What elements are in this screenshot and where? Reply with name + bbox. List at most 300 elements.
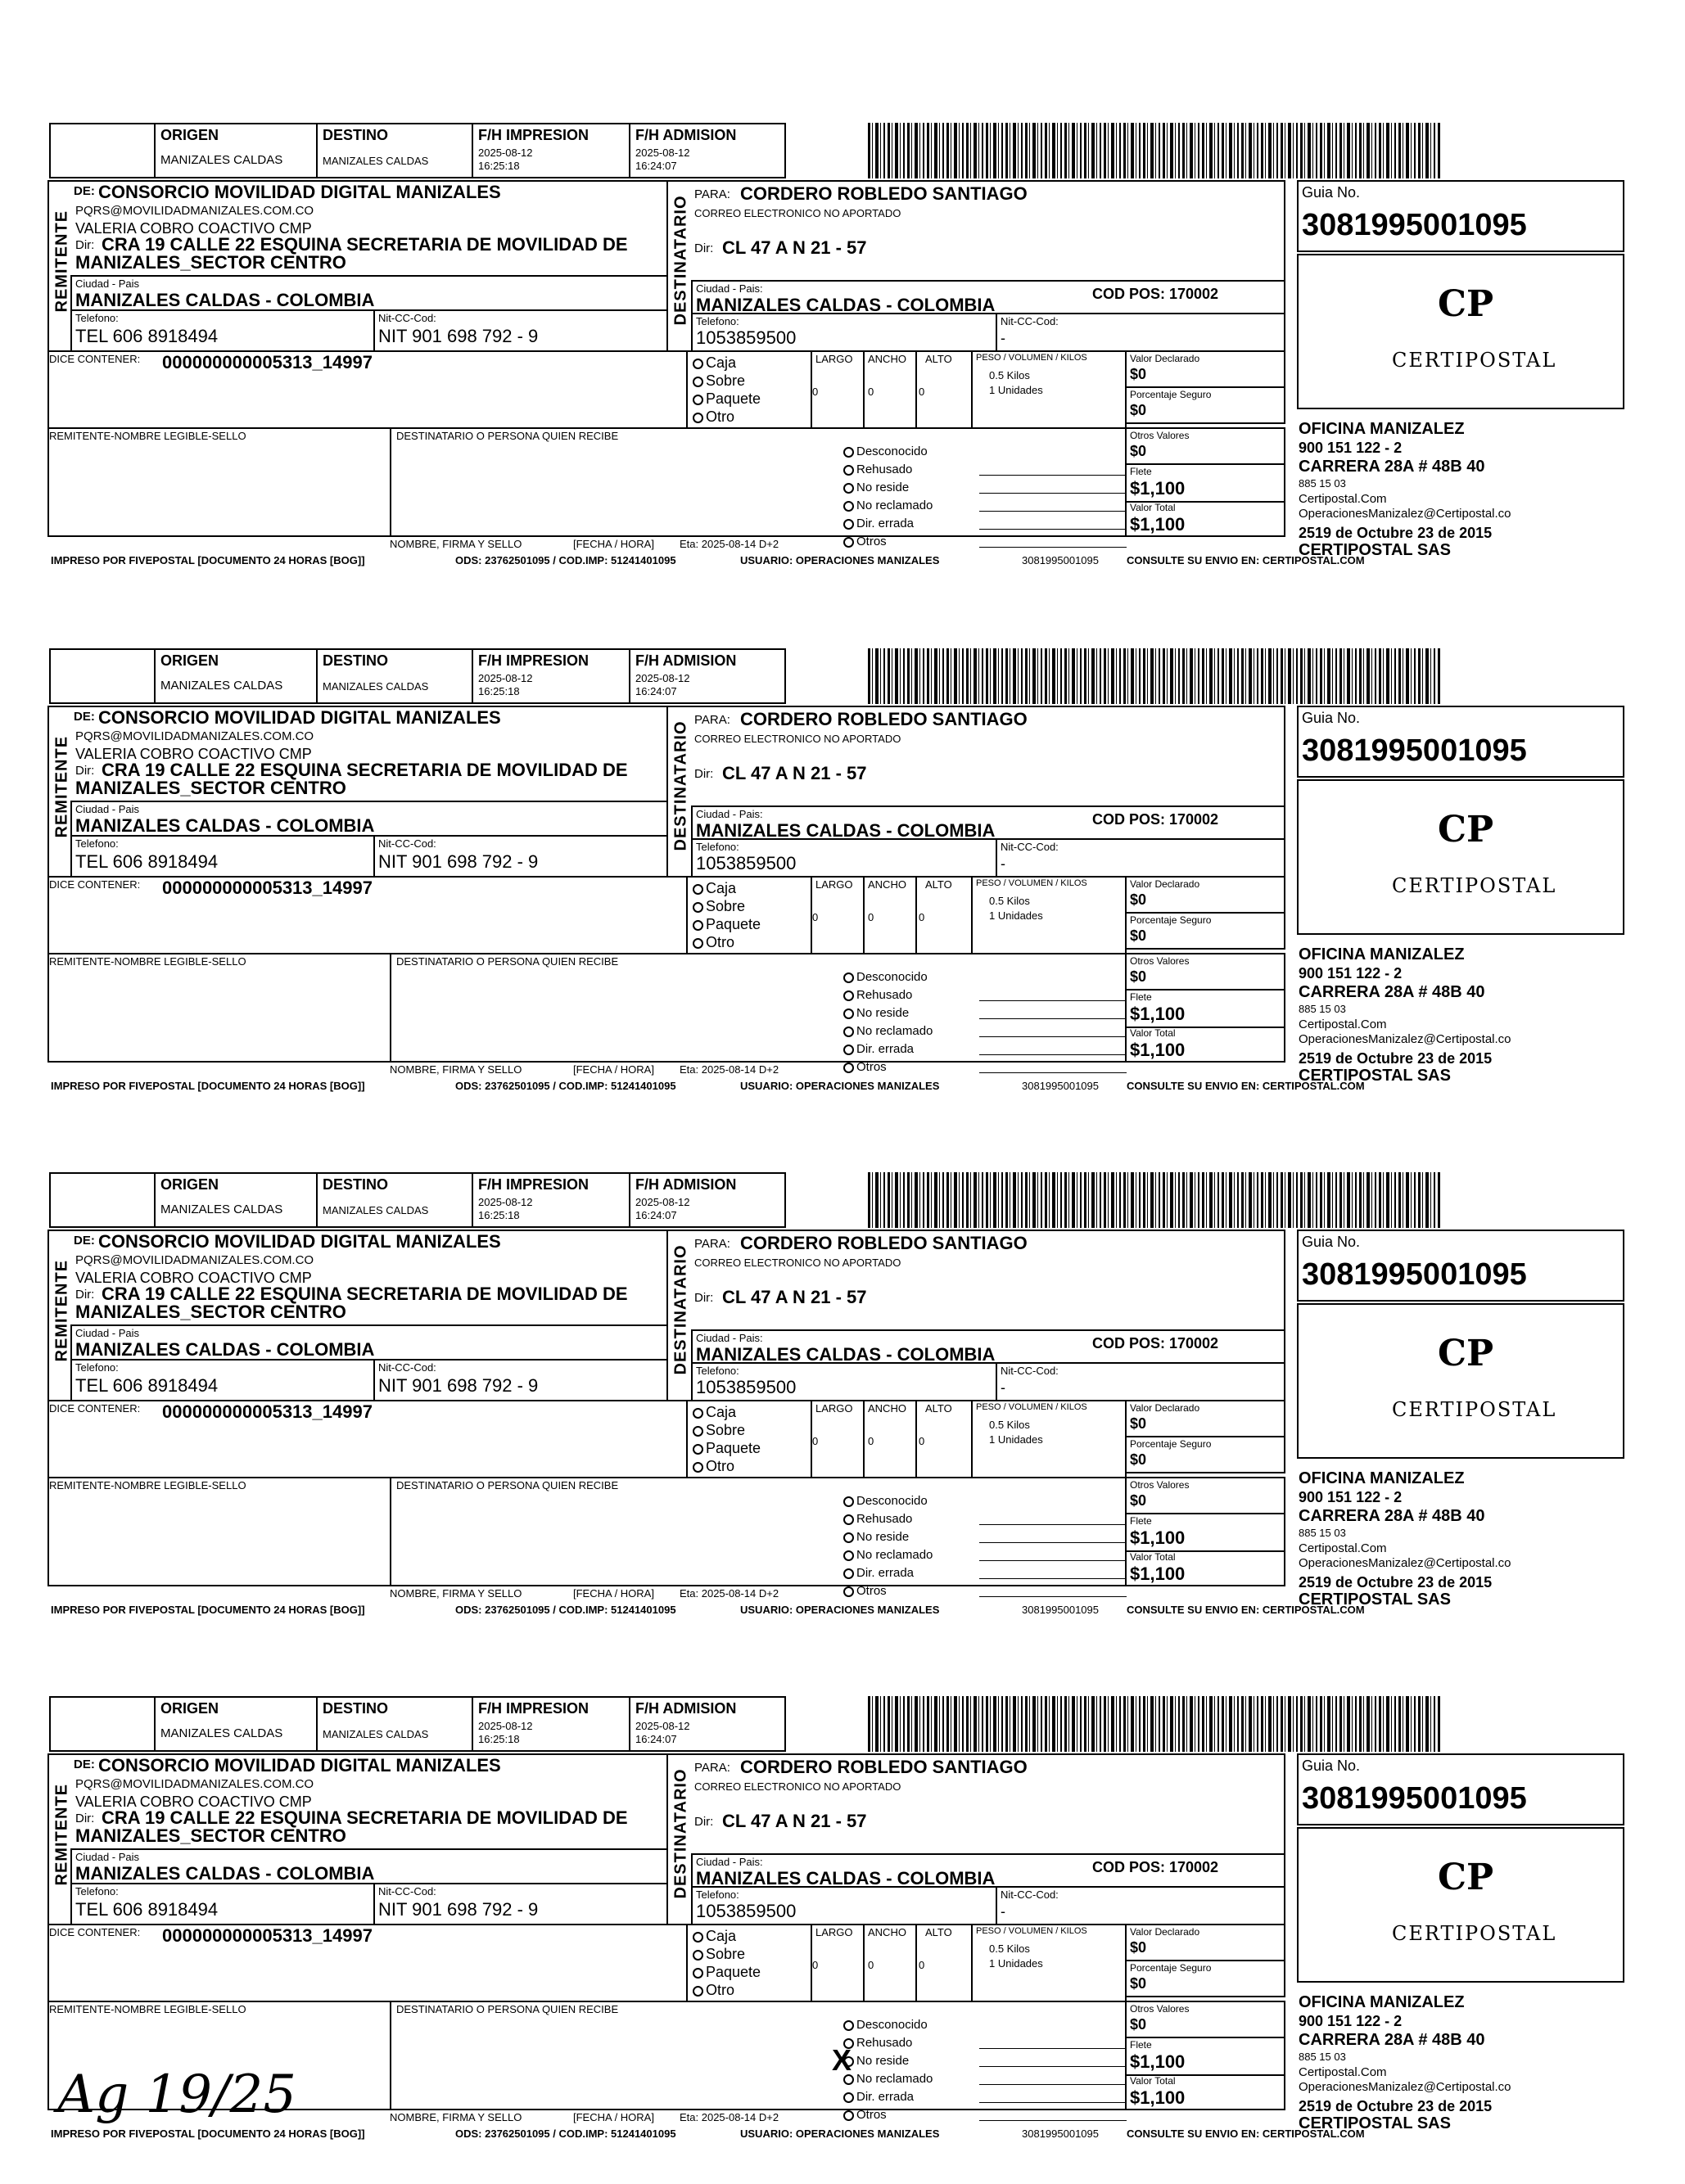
peso-label: PESO / VOLUMEN / KILOS bbox=[976, 878, 1087, 888]
sender-nit-label: Nit-CC-Cod: bbox=[378, 1361, 436, 1374]
status-desconocido[interactable] bbox=[843, 445, 928, 458]
impresion-date: 2025-08-12 bbox=[478, 1720, 533, 1732]
impresion-time: 16:25:18 bbox=[478, 1733, 520, 1745]
option-caja[interactable] bbox=[693, 1929, 736, 1943]
destinatario-recibe-box bbox=[390, 2001, 1127, 2110]
otros-radio[interactable] bbox=[843, 1063, 854, 1073]
remitente-sello-label: REMITENTE-NOMBRE LEGIBLE-SELLO bbox=[49, 1479, 246, 1491]
impresion-label: F/H IMPRESION bbox=[478, 1176, 590, 1193]
sender-name: CONSORCIO MOVILIDAD DIGITAL MANIZALES bbox=[98, 1755, 501, 1776]
sender-dir-label: Dir: bbox=[75, 238, 95, 252]
recipient-name: CORDERO ROBLEDO SANTIAGO bbox=[740, 1757, 1028, 1777]
status-rehusado-label: Rehusado bbox=[856, 988, 913, 1002]
logo-box bbox=[1297, 1827, 1624, 1983]
recipient-name: CORDERO ROBLEDO SANTIAGO bbox=[740, 1233, 1028, 1253]
impresion-date: 2025-08-12 bbox=[478, 1196, 533, 1208]
option-sobre-label: Sobre bbox=[706, 898, 746, 914]
flete-value: $1,100 bbox=[1130, 1004, 1186, 1024]
status-rehusado[interactable] bbox=[843, 2037, 912, 2049]
admision-time: 16:24:07 bbox=[635, 160, 677, 172]
status-dir-errada[interactable] bbox=[843, 2091, 914, 2103]
unidades-value: 1 Unidades bbox=[989, 1957, 1043, 1970]
sobre-radio[interactable] bbox=[693, 1950, 703, 1961]
porcentaje-value: $0 bbox=[1130, 1975, 1147, 1992]
logo-box bbox=[1297, 254, 1624, 409]
destino-value: MANIZALES CALDAS bbox=[323, 1728, 429, 1740]
status-no-reside[interactable] bbox=[843, 481, 909, 494]
office-address: CARRERA 28A # 48B 40 bbox=[1299, 983, 1485, 1001]
origen-label: ORIGEN bbox=[160, 1700, 219, 1717]
guia-label: Guia No. bbox=[1302, 1234, 1361, 1250]
status-no-reclamado-label: No reclamado bbox=[856, 2072, 933, 2086]
office-resolution: 2519 de Octubre 23 de 2015 bbox=[1299, 2098, 1493, 2114]
status-otros[interactable] bbox=[843, 1061, 887, 1073]
recipient-nit-label: Nit-CC-Cod: bbox=[1001, 1365, 1059, 1377]
option-otro-label: Otro bbox=[706, 1458, 735, 1474]
dir-errada-radio[interactable] bbox=[843, 1045, 854, 1055]
otros-radio[interactable] bbox=[843, 1586, 854, 1597]
certipostal-logo-text: CERTIPOSTAL bbox=[1392, 1922, 1557, 1945]
rehusado-line bbox=[979, 1000, 1127, 1001]
origen-label: ORIGEN bbox=[160, 127, 219, 143]
office-company: CERTIPOSTAL SAS bbox=[1299, 541, 1451, 559]
sobre-radio[interactable] bbox=[693, 902, 703, 913]
sender-email: PQRS@MOVILIDADMANIZALES.COM.CO bbox=[75, 1777, 314, 1791]
ancho-value: 0 bbox=[868, 1435, 874, 1447]
flete-label: Flete bbox=[1130, 991, 1152, 1003]
status-no-reside-label: No reside bbox=[856, 481, 910, 494]
office-phone: 885 15 03 bbox=[1299, 2051, 1346, 2063]
valor-declarado: $0 bbox=[1130, 366, 1147, 382]
ancho-label: ANCHO bbox=[868, 1926, 906, 1938]
largo-label: LARGO bbox=[815, 1402, 853, 1415]
option-caja[interactable] bbox=[693, 355, 736, 370]
sender-address-1: CRA 19 CALLE 22 ESQUINA SECRETARIA DE MOVILIDAD DE bbox=[102, 1284, 628, 1304]
recipient-city-label: Ciudad - Pais: bbox=[696, 1332, 763, 1344]
otros-radio[interactable] bbox=[843, 2110, 854, 2121]
status-dir-errada-label: Dir. errada bbox=[856, 517, 915, 530]
dir-errada-radio[interactable] bbox=[843, 519, 854, 530]
sender-city: MANIZALES CALDAS - COLOMBIA bbox=[75, 1339, 375, 1360]
status-desconocido[interactable] bbox=[843, 1495, 928, 1507]
impresion-label: F/H IMPRESION bbox=[478, 652, 590, 669]
status-no-reside[interactable] bbox=[843, 2055, 909, 2067]
sender-email: PQRS@MOVILIDADMANIZALES.COM.CO bbox=[75, 204, 314, 218]
otro-radio[interactable] bbox=[693, 1462, 703, 1473]
valor-declarado: $0 bbox=[1130, 1939, 1147, 1956]
recipient-phone-label: Telefono: bbox=[696, 1888, 739, 1901]
option-paquete[interactable] bbox=[693, 917, 761, 932]
option-sobre[interactable] bbox=[693, 373, 745, 388]
office-phone: 885 15 03 bbox=[1299, 477, 1346, 490]
admision-time: 16:24:07 bbox=[635, 1209, 677, 1221]
paquete-radio[interactable] bbox=[693, 1444, 703, 1455]
rehusado-radio[interactable] bbox=[843, 1514, 854, 1525]
recipient-city: MANIZALES CALDAS - COLOMBIA bbox=[696, 295, 996, 315]
status-rehusado[interactable] bbox=[843, 989, 912, 1001]
status-desconocido[interactable] bbox=[843, 971, 928, 983]
sender-city: MANIZALES CALDAS - COLOMBIA bbox=[75, 1863, 375, 1884]
sender-address-2: MANIZALES_SECTOR CENTRO bbox=[75, 1302, 346, 1322]
dice-contener-value: 000000000005313_14997 bbox=[162, 878, 373, 898]
no-reclamado-line bbox=[979, 1560, 1127, 1561]
otros-line bbox=[979, 2120, 1127, 2121]
rehusado-radio[interactable] bbox=[843, 465, 854, 476]
desconocido-radio[interactable] bbox=[843, 972, 854, 983]
footer-guia: 3081995001095 bbox=[1022, 2128, 1099, 2140]
peso-label: PESO / VOLUMEN / KILOS bbox=[976, 1926, 1087, 1936]
handwritten-signature: Ag 19/25 bbox=[57, 2064, 296, 2125]
caja-radio[interactable] bbox=[693, 1408, 703, 1419]
option-paquete[interactable] bbox=[693, 391, 761, 406]
footer-consulte: CONSULTE SU ENVIO EN: CERTIPOSTAL.COM bbox=[1127, 2128, 1365, 2140]
option-sobre[interactable] bbox=[693, 1423, 745, 1437]
cod-pos: COD POS: 170002 bbox=[1092, 1335, 1219, 1351]
no-reside-radio[interactable] bbox=[843, 483, 854, 494]
option-otro[interactable] bbox=[693, 935, 734, 950]
admision-date: 2025-08-12 bbox=[635, 672, 690, 684]
porcentaje-value: $0 bbox=[1130, 1451, 1147, 1468]
option-caja-label: Caja bbox=[706, 880, 737, 896]
valor-declarado-label: Valor Declarado bbox=[1130, 353, 1200, 364]
recipient-nit: - bbox=[1001, 330, 1005, 346]
logo-box bbox=[1297, 779, 1624, 935]
sender-phone: TEL 606 8918494 bbox=[75, 851, 219, 872]
recipient-email: CORREO ELECTRONICO NO APORTADO bbox=[694, 207, 901, 219]
flete-label: Flete bbox=[1130, 466, 1152, 477]
porcentaje-value: $0 bbox=[1130, 402, 1147, 418]
footer-guia: 3081995001095 bbox=[1022, 1604, 1099, 1616]
destinatario-recibe-box bbox=[390, 953, 1127, 1063]
office-phone: 885 15 03 bbox=[1299, 1003, 1346, 1015]
fecha-hora-label: [FECHA / HORA] bbox=[573, 2111, 654, 2123]
footer-usuario: USUARIO: OPERACIONES MANIZALES bbox=[740, 1604, 940, 1616]
option-caja-label: Caja bbox=[706, 1404, 737, 1420]
remitente-sello-label: REMITENTE-NOMBRE LEGIBLE-SELLO bbox=[49, 955, 246, 968]
dir-errada-line bbox=[979, 2102, 1127, 2103]
sobre-radio[interactable] bbox=[693, 1426, 703, 1437]
status-no-reclamado[interactable] bbox=[843, 499, 933, 512]
remitente-sello-box bbox=[47, 427, 391, 537]
office-company: CERTIPOSTAL SAS bbox=[1299, 1591, 1451, 1609]
valor-declarado: $0 bbox=[1130, 1415, 1147, 1432]
recipient-city: MANIZALES CALDAS - COLOMBIA bbox=[696, 1344, 996, 1365]
de-label: DE: bbox=[74, 1758, 95, 1771]
otros-valores: $0 bbox=[1130, 968, 1147, 985]
porcentaje-label: Porcentaje Seguro bbox=[1130, 1962, 1212, 1974]
recipient-name: CORDERO ROBLEDO SANTIAGO bbox=[740, 183, 1028, 204]
no-reclamado-radio[interactable] bbox=[843, 501, 854, 512]
sender-dir-label: Dir: bbox=[75, 764, 95, 778]
remitente-sello-box bbox=[47, 1477, 391, 1586]
unidades-value: 1 Unidades bbox=[989, 384, 1043, 396]
ancho-label: ANCHO bbox=[868, 878, 906, 891]
status-otros-label: Otros bbox=[856, 2108, 887, 2122]
dir-errada-line bbox=[979, 529, 1127, 530]
otros-valores: $0 bbox=[1130, 2016, 1147, 2033]
paquete-radio[interactable] bbox=[693, 920, 703, 931]
largo-value: 0 bbox=[812, 1435, 819, 1447]
otros-line bbox=[979, 547, 1127, 548]
status-dir-errada[interactable] bbox=[843, 1567, 914, 1579]
footer-ods: ODS: 23762501095 / COD.IMP: 51241401095 bbox=[455, 1080, 676, 1092]
firma-label: NOMBRE, FIRMA Y SELLO bbox=[390, 538, 522, 550]
destino-value: MANIZALES CALDAS bbox=[323, 155, 429, 167]
option-paquete[interactable] bbox=[693, 1965, 761, 1979]
no-reside-radio[interactable] bbox=[843, 1532, 854, 1543]
option-otro-label: Otro bbox=[706, 408, 735, 425]
status-no-reside[interactable] bbox=[843, 1007, 909, 1019]
sender-address-2: MANIZALES_SECTOR CENTRO bbox=[75, 252, 346, 273]
option-sobre[interactable] bbox=[693, 899, 745, 914]
option-otro-label: Otro bbox=[706, 1982, 735, 1998]
otro-radio[interactable] bbox=[693, 938, 703, 949]
barcode bbox=[868, 1696, 1441, 1752]
office-nit: 900 151 122 - 2 bbox=[1299, 1489, 1403, 1505]
certipostal-logo-icon: CP bbox=[1438, 283, 1494, 325]
office-email: OperacionesManizalez@Certipostal.co bbox=[1299, 2080, 1511, 2094]
office-name: OFICINA MANIZALEZ bbox=[1299, 1469, 1465, 1487]
sender-city-label: Ciudad - Pais bbox=[75, 1327, 140, 1339]
no-reside-radio[interactable] bbox=[843, 1009, 854, 1019]
impresion-label: F/H IMPRESION bbox=[478, 127, 590, 143]
office-address: CARRERA 28A # 48B 40 bbox=[1299, 458, 1485, 476]
para-label: PARA: bbox=[694, 1761, 730, 1775]
ancho-label: ANCHO bbox=[868, 1402, 906, 1415]
flete-value: $1,100 bbox=[1130, 478, 1186, 499]
option-paquete[interactable] bbox=[693, 1441, 761, 1455]
eta-text: Eta: 2025-08-14 D+2 bbox=[680, 2111, 779, 2123]
guia-label: Guia No. bbox=[1302, 710, 1361, 726]
recipient-city-label: Ciudad - Pais: bbox=[696, 1856, 763, 1868]
sender-nit: NIT 901 698 792 - 9 bbox=[378, 326, 539, 346]
office-email: OperacionesManizalez@Certipostal.co bbox=[1299, 1032, 1511, 1046]
destino-value: MANIZALES CALDAS bbox=[323, 1204, 429, 1216]
recipient-nit-label: Nit-CC-Cod: bbox=[1001, 1888, 1059, 1901]
otro-radio[interactable] bbox=[693, 413, 703, 423]
paquete-radio[interactable] bbox=[693, 395, 703, 405]
recipient-phone: 1053859500 bbox=[696, 853, 797, 873]
desconocido-radio[interactable] bbox=[843, 447, 854, 458]
status-rehusado-label: Rehusado bbox=[856, 2036, 913, 2050]
status-desconocido[interactable] bbox=[843, 2019, 928, 2031]
option-sobre-label: Sobre bbox=[706, 372, 746, 389]
impresion-date: 2025-08-12 bbox=[478, 672, 533, 684]
guia-label: Guia No. bbox=[1302, 184, 1361, 201]
status-no-reclamado-label: No reclamado bbox=[856, 499, 933, 512]
desconocido-radio[interactable] bbox=[843, 2020, 854, 2031]
option-caja[interactable] bbox=[693, 881, 736, 896]
recipient-city: MANIZALES CALDAS - COLOMBIA bbox=[696, 820, 996, 841]
recipient-nit-label: Nit-CC-Cod: bbox=[1001, 841, 1059, 853]
destinatario-recibe-box bbox=[390, 427, 1127, 537]
recipient-email: CORREO ELECTRONICO NO APORTADO bbox=[694, 1257, 901, 1269]
sender-phone-label: Telefono: bbox=[75, 1361, 119, 1374]
recipient-phone: 1053859500 bbox=[696, 1901, 797, 1921]
guia-number: 3081995001095 bbox=[1302, 1257, 1527, 1292]
status-no-reclamado-label: No reclamado bbox=[856, 1548, 933, 1562]
sender-nit-label: Nit-CC-Cod: bbox=[378, 837, 436, 850]
option-sobre[interactable] bbox=[693, 1947, 745, 1961]
footer-impreso: IMPRESO POR FIVEPOSTAL [DOCUMENTO 24 HORAS [BOG]] bbox=[51, 2128, 365, 2140]
sender-nit-label: Nit-CC-Cod: bbox=[378, 1885, 436, 1897]
footer-consulte: CONSULTE SU ENVIO EN: CERTIPOSTAL.COM bbox=[1127, 554, 1365, 566]
origen-value: MANIZALES CALDAS bbox=[160, 153, 283, 167]
option-sobre-label: Sobre bbox=[706, 1946, 746, 1962]
status-dir-errada[interactable] bbox=[843, 517, 914, 530]
fecha-hora-label: [FECHA / HORA] bbox=[573, 538, 654, 550]
eta-text: Eta: 2025-08-14 D+2 bbox=[680, 1587, 779, 1600]
valor-total-label: Valor Total bbox=[1130, 1027, 1176, 1039]
status-no-reside-label: No reside bbox=[856, 1006, 910, 1020]
sender-name: CONSORCIO MOVILIDAD DIGITAL MANIZALES bbox=[98, 1231, 501, 1252]
recipient-address: CL 47 A N 21 - 57 bbox=[722, 237, 867, 258]
status-rehusado[interactable] bbox=[843, 463, 912, 476]
office-email: OperacionesManizalez@Certipostal.co bbox=[1299, 507, 1511, 521]
sender-dir-label: Dir: bbox=[75, 1812, 95, 1825]
option-sobre-label: Sobre bbox=[706, 1422, 746, 1438]
caja-radio[interactable] bbox=[693, 884, 703, 895]
destinatario-recibe-label: DESTINATARIO O PERSONA QUIEN RECIBE bbox=[396, 430, 619, 442]
dice-contener-label: DICE CONTENER: bbox=[49, 1402, 141, 1415]
office-company: CERTIPOSTAL SAS bbox=[1299, 2114, 1451, 2132]
guia-label: Guia No. bbox=[1302, 1758, 1361, 1774]
destinatario-vertical-label: DESTINATARIO bbox=[671, 1768, 690, 1899]
no-reclamado-radio[interactable] bbox=[843, 1027, 854, 1037]
no-reclamado-line bbox=[979, 1036, 1127, 1037]
office-nit: 900 151 122 - 2 bbox=[1299, 440, 1403, 456]
peso-label: PESO / VOLUMEN / KILOS bbox=[976, 1402, 1087, 1412]
valor-total: $1,100 bbox=[1130, 1040, 1186, 1060]
option-caja[interactable] bbox=[693, 1405, 736, 1419]
status-no-reside[interactable] bbox=[843, 1531, 909, 1543]
status-no-reside-label: No reside bbox=[856, 1530, 910, 1544]
dice-contener-label: DICE CONTENER: bbox=[49, 1926, 141, 1938]
footer-usuario: USUARIO: OPERACIONES MANIZALES bbox=[740, 1080, 940, 1092]
recipient-dir-label: Dir: bbox=[694, 1815, 714, 1829]
recipient-phone: 1053859500 bbox=[696, 327, 797, 348]
otros-radio[interactable] bbox=[843, 537, 854, 548]
impresion-time: 16:25:18 bbox=[478, 685, 520, 697]
peso-value: 0.5 Kilos bbox=[989, 895, 1030, 907]
footer-impreso: IMPRESO POR FIVEPOSTAL [DOCUMENTO 24 HORAS [BOG]] bbox=[51, 1604, 365, 1616]
status-otros[interactable] bbox=[843, 535, 887, 548]
impresion-date: 2025-08-12 bbox=[478, 147, 533, 159]
dice-contener-label: DICE CONTENER: bbox=[49, 353, 141, 365]
unidades-value: 1 Unidades bbox=[989, 1433, 1043, 1446]
otro-radio[interactable] bbox=[693, 1986, 703, 1997]
largo-label: LARGO bbox=[815, 353, 853, 365]
status-rehusado[interactable] bbox=[843, 1513, 912, 1525]
caja-radio[interactable] bbox=[693, 1932, 703, 1943]
rehusado-line bbox=[979, 475, 1127, 476]
sender-phone-label: Telefono: bbox=[75, 837, 119, 850]
destino-label: DESTINO bbox=[323, 1176, 389, 1193]
office-address: CARRERA 28A # 48B 40 bbox=[1299, 1507, 1485, 1525]
sender-city: MANIZALES CALDAS - COLOMBIA bbox=[75, 290, 375, 310]
paquete-radio[interactable] bbox=[693, 1968, 703, 1979]
no-reclamado-radio[interactable] bbox=[843, 1550, 854, 1561]
status-no-reclamado[interactable] bbox=[843, 2073, 933, 2085]
status-otros-label: Otros bbox=[856, 535, 887, 548]
remitente-sello-box bbox=[47, 953, 391, 1063]
caja-radio[interactable] bbox=[693, 359, 703, 369]
header-blank-box bbox=[49, 1696, 156, 1752]
recipient-name: CORDERO ROBLEDO SANTIAGO bbox=[740, 709, 1028, 729]
office-nit: 900 151 122 - 2 bbox=[1299, 2013, 1403, 2029]
origen-value: MANIZALES CALDAS bbox=[160, 1203, 283, 1216]
status-desconocido-label: Desconocido bbox=[856, 444, 928, 458]
shipping-guide-2 bbox=[0, 648, 1685, 1172]
no-reside-check-mark: X bbox=[832, 2043, 852, 2077]
option-otro[interactable] bbox=[693, 409, 734, 424]
dir-errada-radio[interactable] bbox=[843, 2092, 854, 2103]
option-otro[interactable] bbox=[693, 1459, 734, 1473]
peso-value: 0.5 Kilos bbox=[989, 1419, 1030, 1431]
no-reside-line bbox=[979, 1542, 1127, 1543]
header-blank-box bbox=[49, 1172, 156, 1228]
destinatario-vertical-label: DESTINATARIO bbox=[671, 720, 690, 851]
barcode bbox=[868, 1172, 1441, 1228]
status-otros[interactable] bbox=[843, 1585, 887, 1597]
status-rehusado-label: Rehusado bbox=[856, 463, 913, 476]
destino-label: DESTINO bbox=[323, 1700, 389, 1717]
largo-label: LARGO bbox=[815, 878, 853, 891]
dir-errada-radio[interactable] bbox=[843, 1568, 854, 1579]
rehusado-radio[interactable] bbox=[843, 990, 854, 1001]
admision-label: F/H ADMISION bbox=[635, 1700, 737, 1717]
office-resolution: 2519 de Octubre 23 de 2015 bbox=[1299, 525, 1493, 541]
ancho-value: 0 bbox=[868, 386, 874, 398]
status-dir-errada-label: Dir. errada bbox=[856, 1566, 915, 1580]
destino-value: MANIZALES CALDAS bbox=[323, 680, 429, 693]
status-otros-label: Otros bbox=[856, 1584, 887, 1598]
office-web: Certipostal.Com bbox=[1299, 1541, 1387, 1555]
alto-value: 0 bbox=[919, 911, 925, 923]
sender-nit: NIT 901 698 792 - 9 bbox=[378, 1899, 539, 1920]
status-no-reclamado[interactable] bbox=[843, 1025, 933, 1037]
status-desconocido-label: Desconocido bbox=[856, 970, 928, 984]
recipient-phone-label: Telefono: bbox=[696, 841, 739, 853]
header-blank-box bbox=[49, 123, 156, 178]
remitente-vertical-label: REMITENTE bbox=[52, 1259, 71, 1362]
status-otros[interactable] bbox=[843, 2109, 887, 2121]
guia-number: 3081995001095 bbox=[1302, 208, 1527, 242]
office-nit: 900 151 122 - 2 bbox=[1299, 965, 1403, 981]
option-otro[interactable] bbox=[693, 1983, 734, 1997]
status-dir-errada[interactable] bbox=[843, 1043, 914, 1055]
certipostal-logo-text: CERTIPOSTAL bbox=[1392, 1398, 1557, 1421]
sender-address-1: CRA 19 CALLE 22 ESQUINA SECRETARIA DE MOVILIDAD DE bbox=[102, 234, 628, 255]
admision-label: F/H ADMISION bbox=[635, 652, 737, 669]
firma-label: NOMBRE, FIRMA Y SELLO bbox=[390, 1063, 522, 1076]
footer-ods: ODS: 23762501095 / COD.IMP: 51241401095 bbox=[455, 1604, 676, 1616]
office-name: OFICINA MANIZALEZ bbox=[1299, 420, 1465, 438]
remitente-vertical-label: REMITENTE bbox=[52, 1783, 71, 1886]
valor-declarado-label: Valor Declarado bbox=[1130, 1402, 1200, 1414]
origen-label: ORIGEN bbox=[160, 1176, 219, 1193]
sender-address-2: MANIZALES_SECTOR CENTRO bbox=[75, 778, 346, 798]
desconocido-radio[interactable] bbox=[843, 1496, 854, 1507]
sender-dir-label: Dir: bbox=[75, 1288, 95, 1302]
ancho-value: 0 bbox=[868, 911, 874, 923]
office-email: OperacionesManizalez@Certipostal.co bbox=[1299, 1556, 1511, 1570]
status-no-reclamado[interactable] bbox=[843, 1549, 933, 1561]
recipient-address: CL 47 A N 21 - 57 bbox=[722, 1811, 867, 1831]
sobre-radio[interactable] bbox=[693, 377, 703, 387]
shipping-guide-4 bbox=[0, 1696, 1685, 2184]
sender-phone-label: Telefono: bbox=[75, 312, 119, 324]
